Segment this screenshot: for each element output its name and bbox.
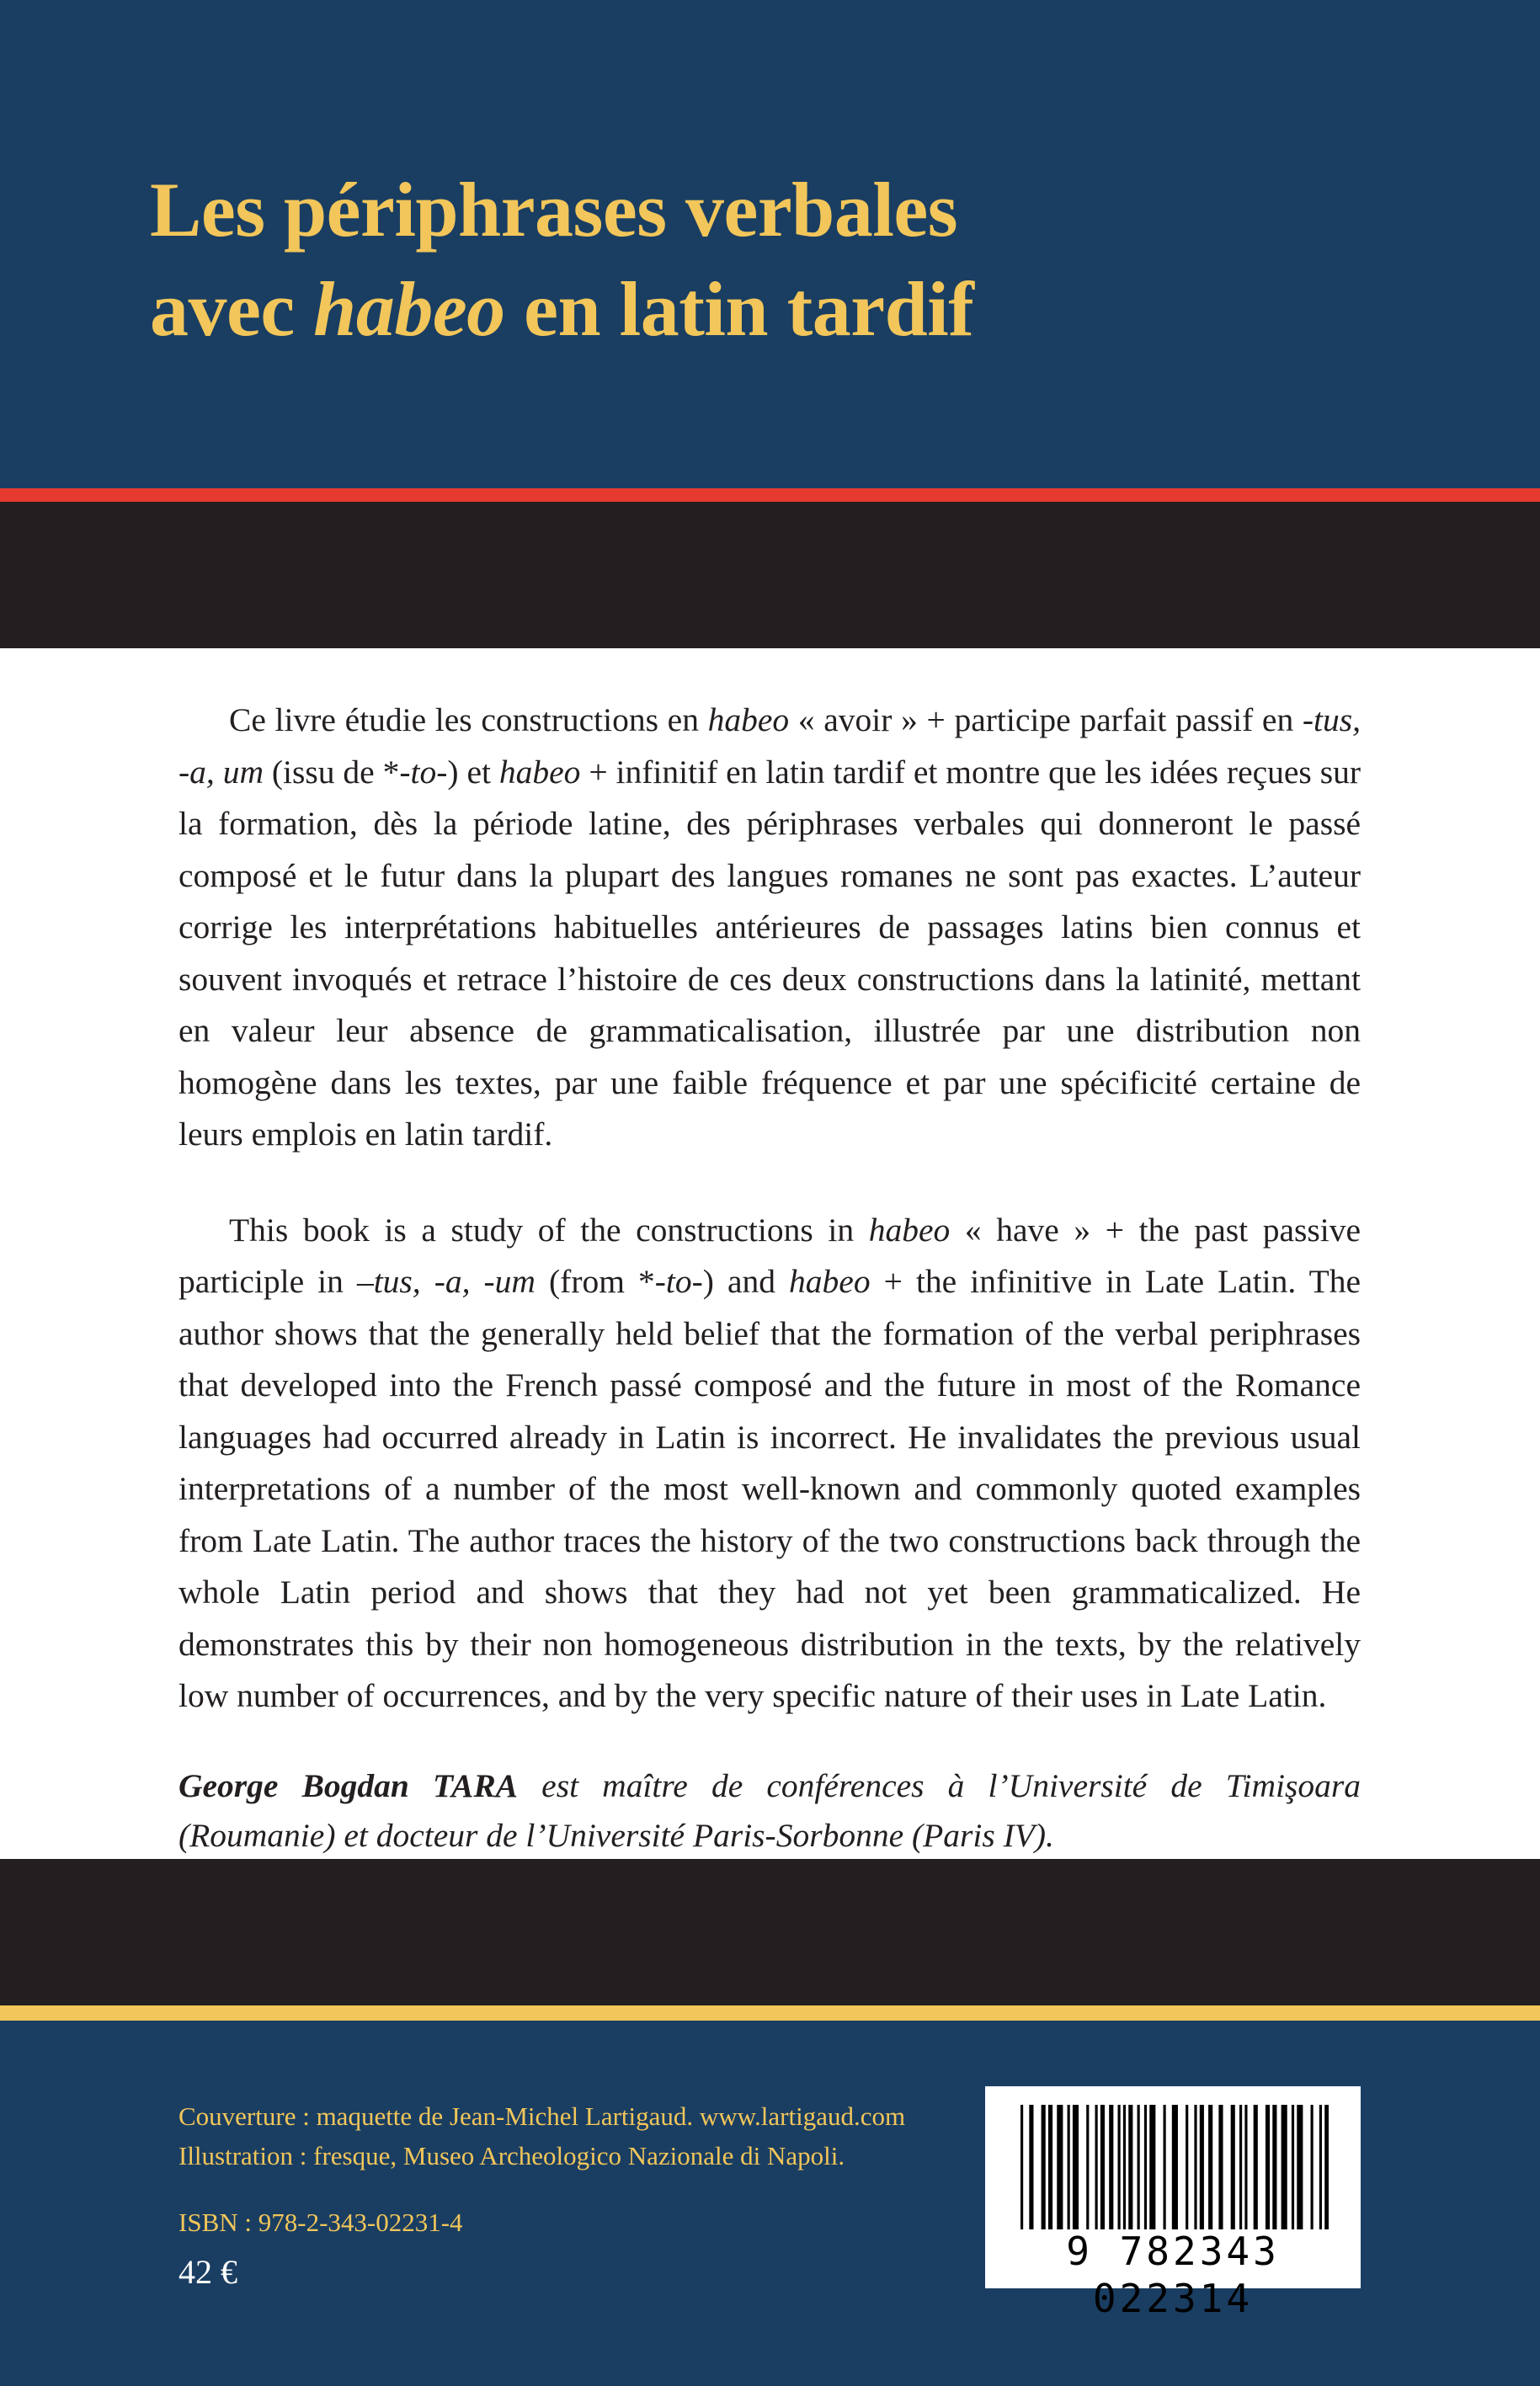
english-italic-3: to	[665, 1263, 692, 1300]
barcode-bar	[1100, 2105, 1105, 2229]
barcode-bar	[1138, 2105, 1140, 2229]
barcode-bar	[1048, 2105, 1052, 2229]
illustration-credit: Illustration : fresque, Museo Archeologico Nazionale di Napoli.	[179, 2141, 845, 2170]
barcode-bar	[1172, 2105, 1178, 2229]
barcode-bar	[1231, 2105, 1235, 2229]
book-title	[150, 160, 973, 359]
english-italic-4: habeo	[789, 1263, 871, 1300]
french-text-5: + infinitif en latin tardif et montre que les idées reçues sur la formation, dès la période latine, des périphrases verbales qui donneront le passé composé et le futur dans la plupart des langues romanes ne sont pas exactes. L’auteur corrige les interprétations habituelles antérieures de passages latins bien connus et souvent invoqués et retrace l’histoire de ces deux constructions dans la latinité, mettant en valeur leur absence de grammaticalisation, illustrée par une distribution non homogène dans les textes, par une faible fréquence et par une spécificité certaine de leurs emplois en latin tardif.	[179, 753, 1361, 1153]
barcode-bar	[1186, 2105, 1188, 2229]
back-cover-text	[179, 695, 1361, 1861]
barcode-bar	[1218, 2105, 1223, 2229]
english-italic-1: habeo	[868, 1211, 951, 1249]
barcode-bar	[1068, 2105, 1070, 2229]
barcode-bar	[1123, 2105, 1126, 2229]
english-paragraph	[179, 1205, 1361, 1723]
cover-credit: Couverture : maquette de Jean-Michel Lartigaud. www.lartigaud.com	[179, 2101, 906, 2131]
barcode-bar	[1297, 2105, 1303, 2229]
barcode-bar	[1128, 2105, 1132, 2229]
barcode-bar	[1254, 2105, 1258, 2229]
french-text-2: « avoir » + participe parfait passif en	[789, 701, 1303, 738]
barcode-bar	[1292, 2105, 1294, 2229]
barcode-bar	[1042, 2105, 1046, 2229]
barcode-bar	[1272, 2105, 1276, 2229]
barcode-bar	[1324, 2105, 1329, 2229]
author-bio-text: est maître de conférences à l’Université de Timişoara (Roumanie) et docteur de l’Université Paris-Sorbonne (Paris IV).	[179, 1766, 1361, 1854]
barcode-bar	[1073, 2105, 1079, 2229]
credits	[179, 2096, 905, 2176]
french-italic-3: to	[410, 753, 437, 791]
french-italic-2: -tus, -a, um	[179, 701, 1361, 791]
barcode-bar	[1282, 2105, 1287, 2229]
title-line-2-italic: habeo	[313, 266, 505, 352]
barcode-bar	[1208, 2105, 1212, 2229]
title-line-2-suffix: en latin tardif	[504, 266, 974, 352]
barcode-bar	[1244, 2105, 1247, 2229]
english-text-4: -) and	[691, 1263, 790, 1300]
red-stripe	[0, 488, 1540, 502]
barcode-bar	[1266, 2105, 1270, 2229]
french-italic-4: habeo	[498, 753, 581, 791]
author-bio	[179, 1761, 1361, 1861]
dark-band-lower	[0, 1859, 1540, 2005]
barcode-bar	[1095, 2105, 1098, 2229]
french-text-1: Ce livre étudie les constructions en	[229, 701, 708, 738]
barcode-bars	[1017, 2105, 1329, 2229]
barcode-bar	[1311, 2105, 1314, 2229]
barcode-bar	[1057, 2105, 1063, 2229]
english-text-1: This book is a study of the constructions in	[229, 1211, 869, 1249]
barcode-digits: 9 782343 022314	[1066, 2229, 1280, 2321]
barcode-bar	[1144, 2105, 1147, 2229]
barcode-bar	[1109, 2105, 1113, 2229]
barcode-bar	[1118, 2105, 1121, 2229]
barcode-bar	[1194, 2105, 1196, 2229]
dark-band-upper	[0, 502, 1540, 648]
english-text-5: + the infinitive in Late Latin. The author shows that the generally held belief that the formation of the verbal periphrases that developed into the French passé composé and the future in most of the Romance languages had occurred already in Latin is incorrect. He invalidates the previous usual interpretations of a number of the most well-known and commonly quoted examples from Late Latin. The author traces the history of the two constructions back through the whole Latin period and shows that they had not yet been grammaticalized. He demonstrates this by their non homogeneous distribution in the texts, by the relatively low number of occurrences, and by the very specific nature of their uses in Late Latin.	[179, 1263, 1361, 1714]
barcode-bar	[1149, 2105, 1155, 2229]
title-line-2-prefix: avec	[150, 266, 314, 352]
author-name: George Bogdan TARA	[179, 1766, 519, 1804]
french-italic-1: habeo	[707, 701, 790, 738]
barcode-bar	[1164, 2105, 1166, 2229]
french-paragraph	[179, 695, 1361, 1161]
isbn: ISBN : 978-2-343-02231-4	[179, 2208, 463, 2237]
barcode-bar	[1200, 2105, 1204, 2229]
english-text-2: « have » + the past passive participle in	[179, 1211, 1361, 1300]
barcode	[985, 2086, 1361, 2321]
barcode-bar	[1029, 2105, 1033, 2229]
barcode-bar	[1239, 2105, 1242, 2229]
title-line-1: Les périphrases verbales	[150, 167, 958, 253]
barcode-bar	[1319, 2105, 1322, 2229]
barcode-bar	[1086, 2105, 1089, 2229]
english-italic-2: –tus, -a, -um	[356, 1263, 536, 1300]
english-text-3: (from *-	[535, 1263, 666, 1300]
french-text-3: (issu de *-	[263, 753, 411, 791]
yellow-stripe	[0, 2005, 1540, 2021]
french-text-4: -) et	[436, 753, 499, 791]
price: 42 €	[179, 2253, 237, 2291]
barcode-bar	[1020, 2105, 1023, 2229]
